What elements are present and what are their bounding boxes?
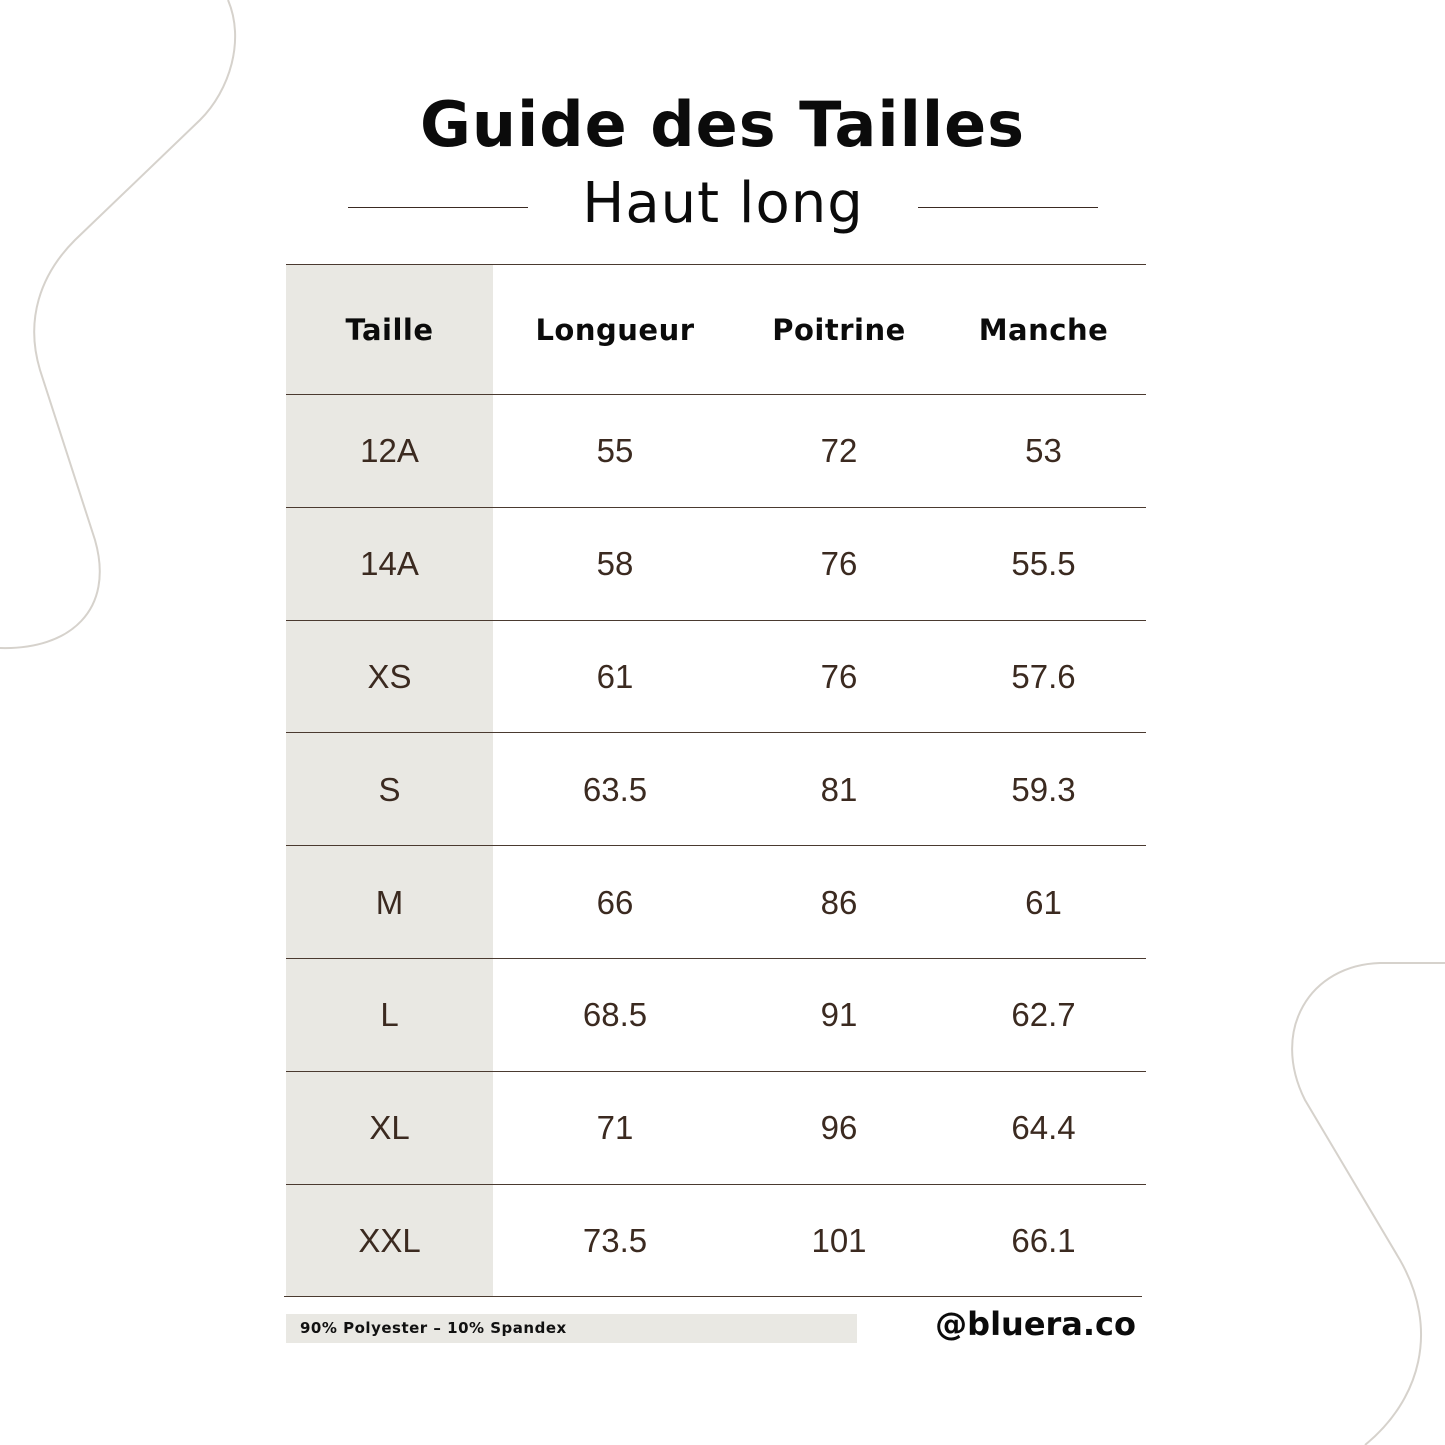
cell-poitrine: 101	[811, 1221, 867, 1259]
subtitle-right-rule	[918, 207, 1098, 208]
cell-manche: 62.7	[1011, 996, 1076, 1034]
cell-manche: 59.3	[1011, 770, 1076, 808]
cell-manche: 55.5	[1011, 545, 1076, 583]
cell-size: XS	[367, 657, 412, 695]
cell-manche: 53	[1025, 432, 1062, 470]
header-manche: Manche	[978, 313, 1109, 347]
table-row	[286, 507, 1146, 621]
cell-size: 12A	[360, 432, 419, 470]
subtitle-left-rule	[348, 207, 528, 208]
cell-manche: 61	[1025, 883, 1062, 921]
table-row	[286, 958, 1146, 1072]
cell-longueur: 61	[596, 657, 634, 695]
table-row	[286, 620, 1146, 734]
cell-size: XXL	[358, 1221, 421, 1259]
cell-longueur: 68.5	[582, 996, 648, 1034]
table-row	[286, 1071, 1146, 1185]
cell-size: M	[375, 883, 404, 921]
cell-longueur: 71	[596, 1109, 634, 1147]
subtitle-row	[348, 168, 1098, 238]
cell-manche: 64.4	[1011, 1109, 1076, 1147]
cell-longueur: 63.5	[582, 770, 648, 808]
cell-longueur: 73.5	[582, 1221, 648, 1259]
header-taille: Taille	[345, 313, 434, 347]
table-row	[286, 394, 1146, 508]
brand-handle: @bluera.co	[935, 1305, 1136, 1343]
cell-manche: 66.1	[1011, 1221, 1076, 1259]
table-row	[286, 1184, 1146, 1298]
cell-size: L	[380, 996, 399, 1034]
cell-size: 14A	[360, 545, 419, 583]
right-curve	[1292, 963, 1445, 1445]
cell-longueur: 55	[596, 432, 634, 470]
page-title: Guide des Tailles	[419, 88, 1026, 161]
cell-poitrine: 76	[820, 545, 858, 583]
header-poitrine: Poitrine	[772, 313, 906, 347]
cell-longueur: 66	[596, 883, 634, 921]
table-bottom-rule	[284, 1296, 1142, 1297]
cell-manche: 57.6	[1011, 657, 1076, 695]
page-subtitle: Haut long	[582, 170, 864, 236]
table-row	[286, 732, 1146, 846]
cell-poitrine: 72	[820, 432, 858, 470]
fabric-composition: 90% Polyester – 10% Spandex	[286, 1314, 857, 1343]
table-row	[286, 845, 1146, 959]
cell-poitrine: 91	[820, 996, 858, 1034]
cell-poitrine: 86	[820, 883, 858, 921]
cell-poitrine: 96	[820, 1109, 858, 1147]
cell-poitrine: 76	[820, 657, 858, 695]
cell-size: S	[378, 770, 401, 808]
table-header-row	[286, 264, 1146, 395]
cell-size: XL	[369, 1109, 410, 1147]
cell-longueur: 58	[596, 545, 634, 583]
cell-poitrine: 81	[820, 770, 858, 808]
header-longueur: Longueur	[535, 313, 695, 347]
